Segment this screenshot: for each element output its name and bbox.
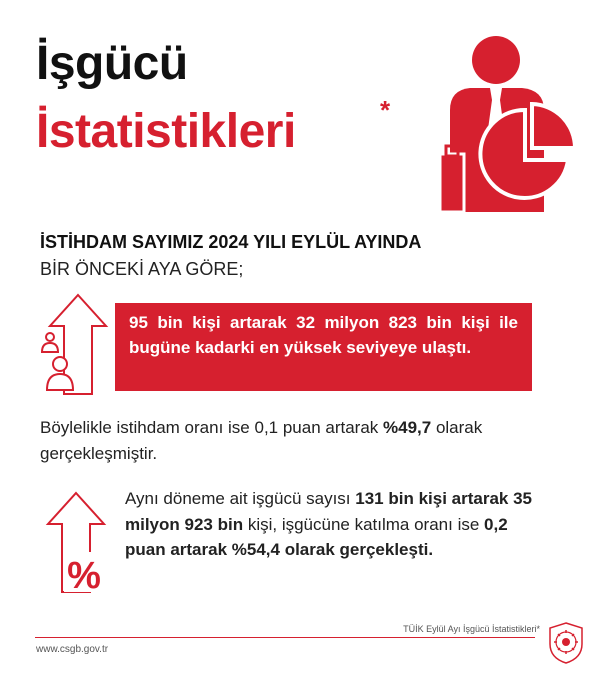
pie-chart-slice (532, 104, 575, 148)
para2-text-2: kişi, işgücüne katılma oranı ise (243, 514, 485, 534)
subtitle-normal: BİR ÖNCEKİ AYA GÖRE; (40, 259, 244, 279)
page-title-line2: İstatistikleri (36, 105, 296, 158)
person-icon-large-body (47, 374, 73, 390)
para1-text-2: olarak gerçekleşmiştir. (40, 418, 483, 463)
para1-rate: %49,7 (383, 418, 432, 437)
para2-bold-1: 131 bin kişi artarak 35 milyon 923 bin (125, 489, 532, 534)
subtitle-bold: İSTİHDAM SAYIMIZ 2024 YILI EYLÜL AYINDA (40, 232, 422, 252)
footer-source: TÜİK Eylül Ayı İşgücü İstatistikleri* (403, 624, 540, 634)
person-icon-large-head (53, 357, 67, 371)
highlight-box (115, 303, 532, 391)
labor-force-paragraph (125, 486, 537, 563)
footer-divider (35, 637, 535, 638)
briefcase-shape (440, 154, 464, 212)
seal-center (562, 638, 570, 646)
arrow-up-people-icon (40, 292, 110, 396)
para1-text-1: Böylelikle istihdam oranı ise 0,1 puan artarak (40, 418, 384, 437)
arrow-up-percent-icon (40, 490, 112, 594)
employment-rate-paragraph (40, 415, 530, 466)
highlight-text: 95 bin kişi artarak 32 milyon 823 bin kişi ile bugüne kadarki en yüksek seviyeye ulaştı. (129, 313, 518, 357)
page-title-line1: İşgücü (36, 37, 188, 90)
footer-url[interactable]: www.csgb.gov.tr (36, 644, 109, 655)
title-asterisk: * (380, 95, 391, 125)
para2-bold-2: 0,2 puan artarak %54,4 olarak gerçekleşti. (125, 514, 508, 559)
percent-symbol: % (67, 555, 101, 594)
businessman-chart-icon (440, 32, 580, 222)
person-head (472, 36, 520, 84)
person-icon-small-body (42, 343, 58, 352)
person-icon-small-head (46, 333, 54, 341)
para2-text-1: Aynı döneme ait işgücü sayısı (125, 489, 356, 508)
ministry-seal-icon (548, 622, 584, 664)
